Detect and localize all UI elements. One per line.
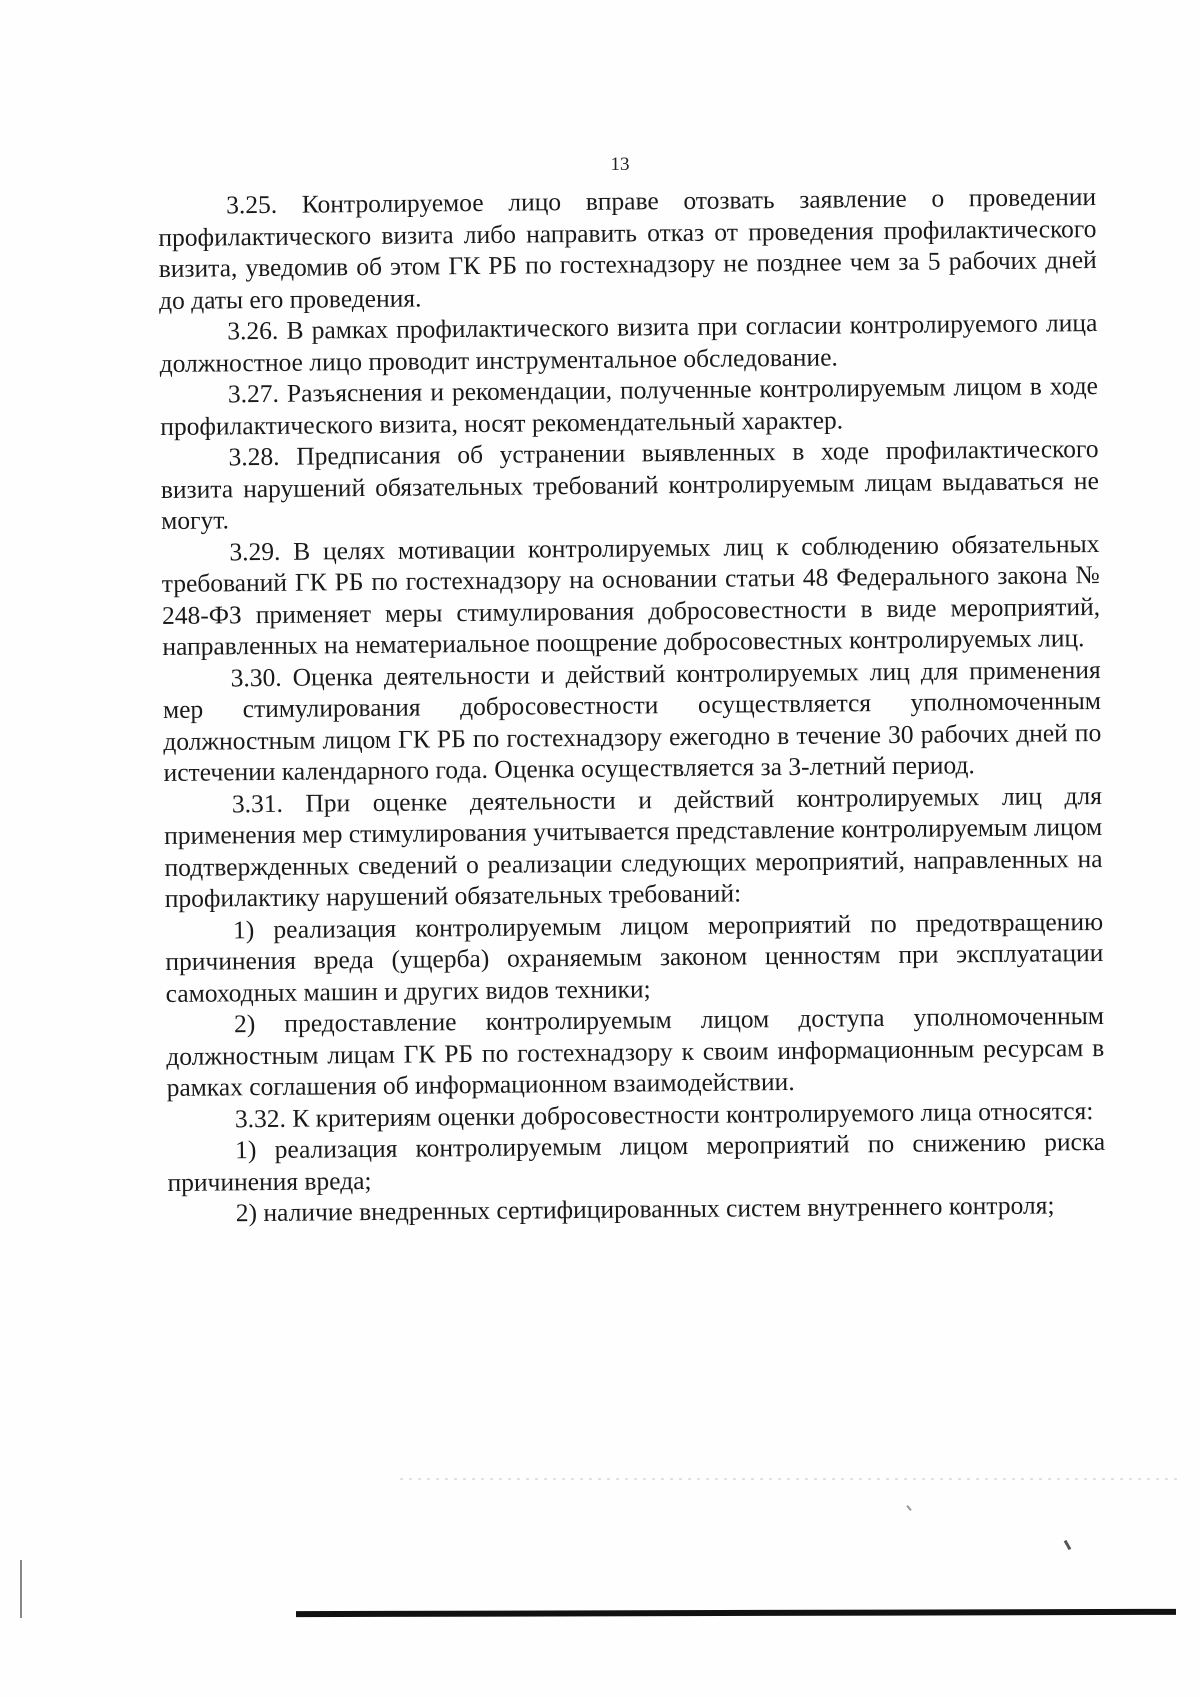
paragraph-3-28: 3.28. Предписания об устранении выявленных в ходе профилактического визита нарушений обязательных требований контролируемым лицам выдаваться не могут. bbox=[160, 433, 1099, 535]
scan-speck bbox=[1064, 1540, 1072, 1550]
list-item-3-31-1: 1) реализация контролируемым лицом мероприятий по предотвращению причинения вреда (ущерба) охраняемым законом ценностям при эксплуатации самоходных машин и других видов техники; bbox=[165, 906, 1104, 1008]
paragraph-3-27: 3.27. Разъяснения и рекомендации, полученные контролируемым лицом в ходе профилактического визита, носят рекомендательный характер. bbox=[160, 370, 1099, 441]
paragraph-3-30: 3.30. Оценка деятельности и действий контролируемых лиц для применения мер стимулирования добросовестности осуществляется уполномоченным должностным лицом ГК РБ по гостехнадзору ежегодно в течение 30 рабочих дней по истечении календарного года. Оценка осуществляется за 3-летний период. bbox=[162, 654, 1102, 787]
document-body bbox=[158, 181, 1106, 1229]
list-item-3-32-1: 1) реализация контролируемым лицом мероприятий по снижению риска причинения вреда; bbox=[167, 1126, 1106, 1197]
paragraph-3-32: 3.32. К критериям оценки добросовестности контролируемого лица относятся: bbox=[234, 1095, 1094, 1133]
scan-speck bbox=[906, 1505, 911, 1511]
page-number: 13 bbox=[610, 154, 630, 175]
scan-noise-line bbox=[400, 1478, 1180, 1480]
bottom-rule bbox=[296, 1609, 1176, 1617]
paragraph-3-26: 3.26. В рамках профилактического визита при согласии контролируемого лица должностное лицо проводит инструментальное обследование. bbox=[159, 307, 1098, 378]
list-item-3-31-2: 2) предоставление контролируемым лицом доступа уполномоченным должностным лицам ГК РБ по гостехнадзору к своим информационным ресурсам в рамках соглашения об информационном взаимодействии. bbox=[166, 1000, 1105, 1102]
paragraph-3-31: 3.31. При оценке деятельности и действий контролируемых лиц для применения мер стимулирования учитывается представление контролируемым лицом подтвержденных сведений о реализации следующих мероприятий, направленных на профилактику нарушений обязательных требований: bbox=[164, 780, 1103, 913]
paragraph-3-29: 3.29. В целях мотивации контролируемых лиц к соблюдению обязательных требований ГК РБ по гостехнадзору на основании статьи 48 Федерального закона № 248-ФЗ применяет меры стимулирования добросовестности в виде мероприятий, направленных на нематериальное поощрение добросовестных контролируемых лиц. bbox=[161, 528, 1101, 661]
list-item-3-32-2: 2) наличие внедренных сертифицированных систем внутреннего контроля; bbox=[235, 1190, 1055, 1228]
paragraph-3-25: 3.25. Контролируемое лицо вправе отозвать заявление о проведении профилактического визита либо направить отказ от проведения профилактического визита, уведомив об этом ГК РБ по гостехнадзору не позднее чем за 5 рабочих дней до даты его проведения. bbox=[158, 181, 1097, 315]
scan-edge-mark bbox=[20, 1560, 22, 1618]
